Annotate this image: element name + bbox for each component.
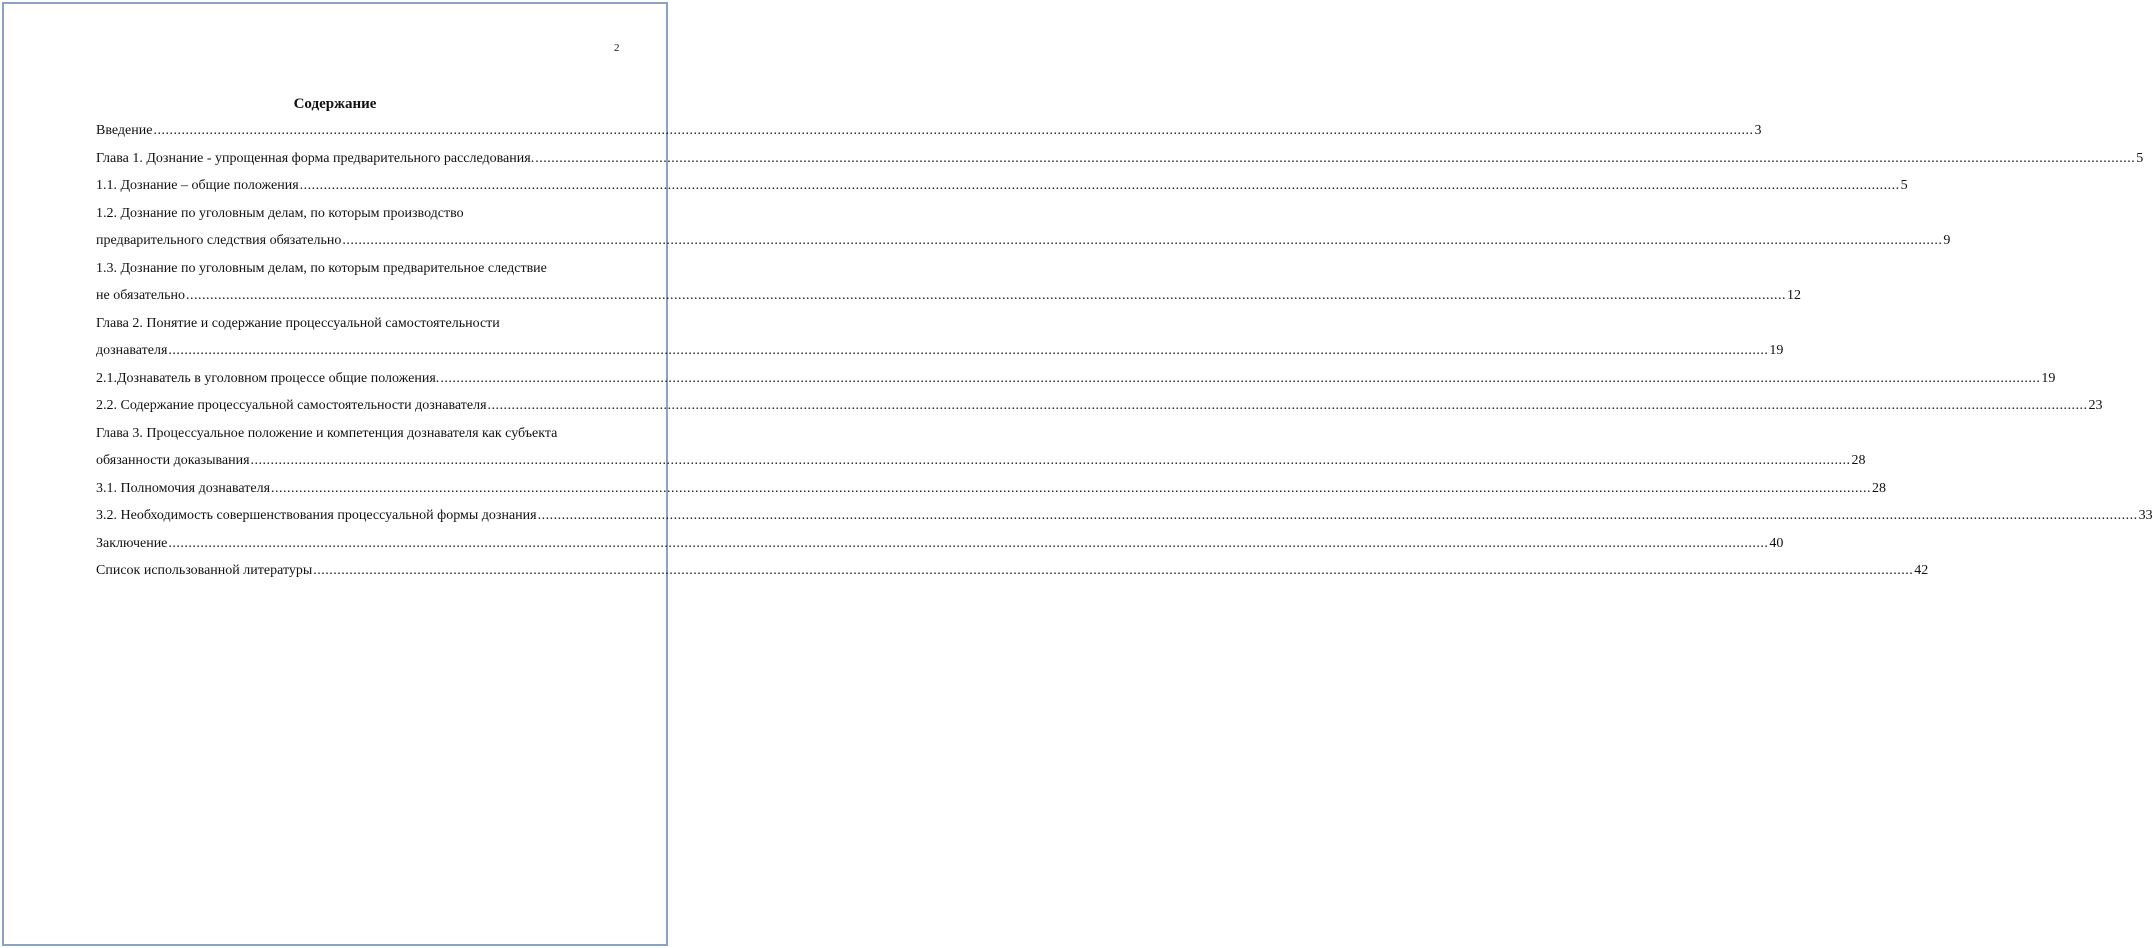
toc-title: Содержание: [293, 96, 377, 112]
dot-leader: ................................................................................................................................................................................................................................................................................................................................................................................................................: [313, 563, 1914, 578]
toc-entry-page: 5: [2136, 150, 2144, 166]
toc-entry-title: 2.1.Дознаватель в уголовном процессе общие положения.: [96, 370, 440, 386]
toc-entry-page: 42: [1914, 563, 1929, 578]
toc-entry-row: [96, 122, 1762, 150]
page-number: 2: [614, 42, 620, 54]
toc-entry-page: 3: [1754, 123, 1762, 138]
toc-entry-title-line: Глава 2. Понятие и содержание процессуальной самостоятельности: [96, 315, 500, 331]
toc-entry: [96, 370, 2056, 398]
table-of-contents: [96, 122, 2153, 590]
toc-entry-row: [96, 287, 1801, 315]
toc-entry-row: [96, 452, 1866, 480]
toc-entry-row: [96, 150, 2144, 178]
toc-entry-title: Список использованной литературы: [96, 563, 313, 578]
toc-entry: [96, 177, 1908, 205]
toc-entry: [96, 480, 1887, 508]
toc-entry-page: 40: [1769, 535, 1784, 551]
toc-entry-title: Введение: [96, 123, 153, 138]
dot-leader: ................................................................................................................................................................................................................................................................................................................................................................................................................: [186, 288, 1786, 303]
toc-entry-row: [96, 342, 1784, 370]
toc-entry-title: дознавателя: [96, 343, 168, 358]
toc-entry-page: 12: [1787, 288, 1801, 303]
dot-leader: ................................................................................................................................................................................................................................................................................................................................................................................................................: [487, 398, 2088, 413]
dot-leader: ................................................................................................................................................................................................................................................................................................................................................................................................................: [342, 233, 1943, 248]
toc-entry: [96, 507, 2153, 535]
toc-entry-page: 9: [1943, 233, 1951, 248]
toc-entry-title: предварительного следствия обязательно: [96, 233, 342, 248]
toc-entry-page: 19: [2041, 370, 2056, 386]
toc-entry-row: [96, 507, 2153, 535]
dot-leader: ................................................................................................................................................................................................................................................................................................................................................................................................................: [153, 123, 1754, 138]
toc-entry: [96, 260, 1801, 315]
toc-entry: [96, 315, 1784, 370]
toc-entry: [96, 535, 1784, 563]
toc-entry-title: 3.1. Полномочия дознавателя: [96, 480, 271, 496]
toc-entry-page: 28: [1851, 453, 1866, 468]
toc-entry: [96, 122, 1762, 150]
toc-entry-row: [96, 177, 1908, 205]
toc-entry-page: 28: [1872, 480, 1887, 496]
toc-entry-page: 23: [2088, 398, 2103, 413]
toc-entry-title-line: 1.3. Дознание по уголовным делам, по которым предварительное следствие: [96, 260, 547, 276]
dot-leader: ................................................................................................................................................................................................................................................................................................................................................................................................................: [168, 535, 1769, 551]
toc-entry-page: 19: [1769, 343, 1784, 358]
toc-entry-title: не обязательно: [96, 288, 185, 303]
toc-entry-row: [96, 562, 1929, 590]
toc-entry-page: 33: [2138, 508, 2153, 523]
toc-entry: [96, 425, 1866, 480]
dot-leader: ................................................................................................................................................................................................................................................................................................................................................................................................................: [537, 508, 2138, 523]
toc-entry: [96, 562, 1929, 590]
toc-entry: [96, 150, 2144, 178]
toc-entry-row: [96, 397, 2103, 425]
toc-entry-title: 1.1. Дознание – общие положения: [96, 178, 299, 193]
dot-leader: ................................................................................................................................................................................................................................................................................................................................................................................................................: [250, 453, 1851, 468]
toc-entry: [96, 205, 1951, 260]
toc-entry-row: [96, 232, 1951, 260]
dot-leader: ................................................................................................................................................................................................................................................................................................................................................................................................................: [440, 370, 2041, 386]
toc-entry-title: 2.2. Содержание процессуальной самостоятельности дознавателя: [96, 398, 487, 413]
toc-entry-row: [96, 535, 1784, 563]
toc-entry: [96, 397, 2103, 425]
dot-leader: ................................................................................................................................................................................................................................................................................................................................................................................................................: [299, 178, 1900, 193]
toc-entry-row: [96, 370, 2056, 398]
dot-leader: ................................................................................................................................................................................................................................................................................................................................................................................................................: [168, 343, 1769, 358]
toc-entry-title: Глава 1. Дознание - упрощенная форма предварительного расследования.: [96, 150, 535, 166]
toc-entry-title: 3.2. Необходимость совершенствования процессуальной формы дознания: [96, 508, 537, 523]
toc-entry-row: [96, 480, 1887, 508]
toc-entry-title: Заключение: [96, 535, 168, 551]
dot-leader: ................................................................................................................................................................................................................................................................................................................................................................................................................: [271, 480, 1872, 496]
dot-leader: ................................................................................................................................................................................................................................................................................................................................................................................................................: [535, 150, 2136, 166]
toc-entry-page: 5: [1900, 178, 1908, 193]
toc-entry-title-line: 1.2. Дознание по уголовным делам, по которым производство: [96, 205, 464, 221]
toc-entry-title-line: Глава 3. Процессуальное положение и компетенция дознавателя как субъекта: [96, 425, 558, 441]
toc-entry-title: обязанности доказывания: [96, 453, 250, 468]
